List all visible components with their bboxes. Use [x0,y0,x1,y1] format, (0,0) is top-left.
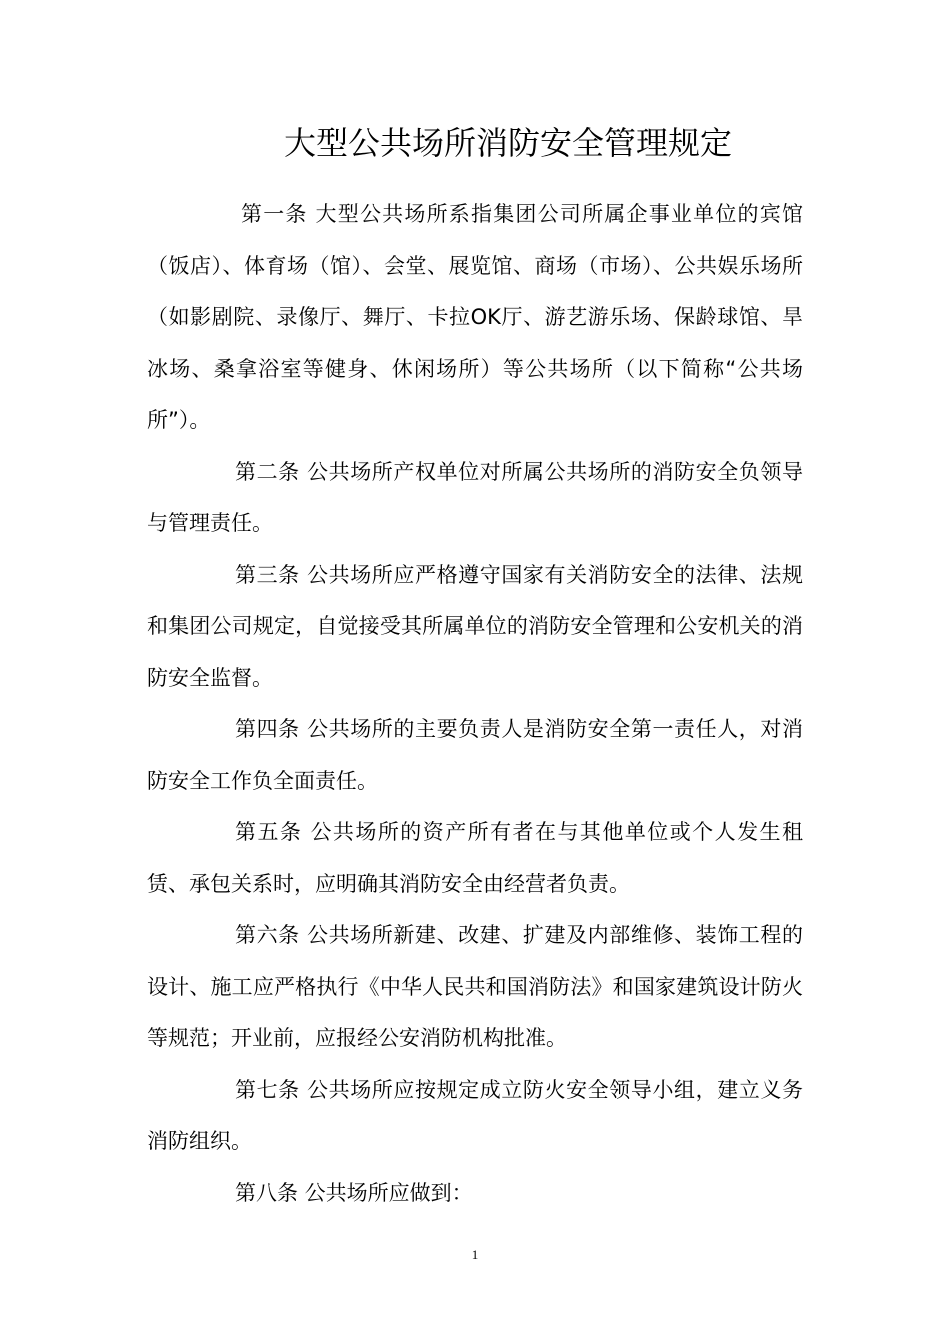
document-title: 大型公共场所消防安全管理规定 [283,124,732,162]
article-5-paragraph: 第五条 公共场所的资产所有者在与其他单位或个人发生租赁、承包关系时，应明确其消防安全由经营者负责。 [147,820,803,896]
article-4-paragraph: 第四条 公共场所的主要负责人是消防安全第一责任人，对消防安全工作负全面责任。 [147,717,803,793]
page-number: 1 [471,1247,479,1262]
article-2-paragraph: 第二条 公共场所产权单位对所属公共场所的消防安全负领导与管理责任。 [147,459,803,535]
article-1-paragraph: 第一条 大型公共场所系指集团公司所属企事业单位的宾馆（饭店）、体育场（馆）、会堂、展览馆、商场（市场）、公共娱乐场所（如影剧院、录像厅、舞厅、卡拉OK厅、游艺游乐场、保龄球馆、旱冰场、桑拿浴室等健身、休闲场所）等公共场所（以下简称“公共场所”）。 [147,202,803,432]
document-body [147,189,803,1219]
article-8-paragraph: 第八条 公共场所应做到： [235,1180,473,1205]
article-3-paragraph: 第三条 公共场所应严格遵守国家有关消防安全的法律、法规和集团公司规定，自觉接受其所属单位的消防安全管理和公安机关的消防安全监督。 [147,562,803,690]
article-6-paragraph: 第六条 公共场所新建、改建、扩建及内部维修、装饰工程的设计、施工应严格执行《中华人民共和国消防法》和国家建筑设计防火等规范；开业前，应报经公安消防机构批准。 [147,923,803,1050]
article-7-paragraph: 第七条 公共场所应按规定成立防火安全领导小组，建立义务消防组织。 [147,1077,803,1153]
